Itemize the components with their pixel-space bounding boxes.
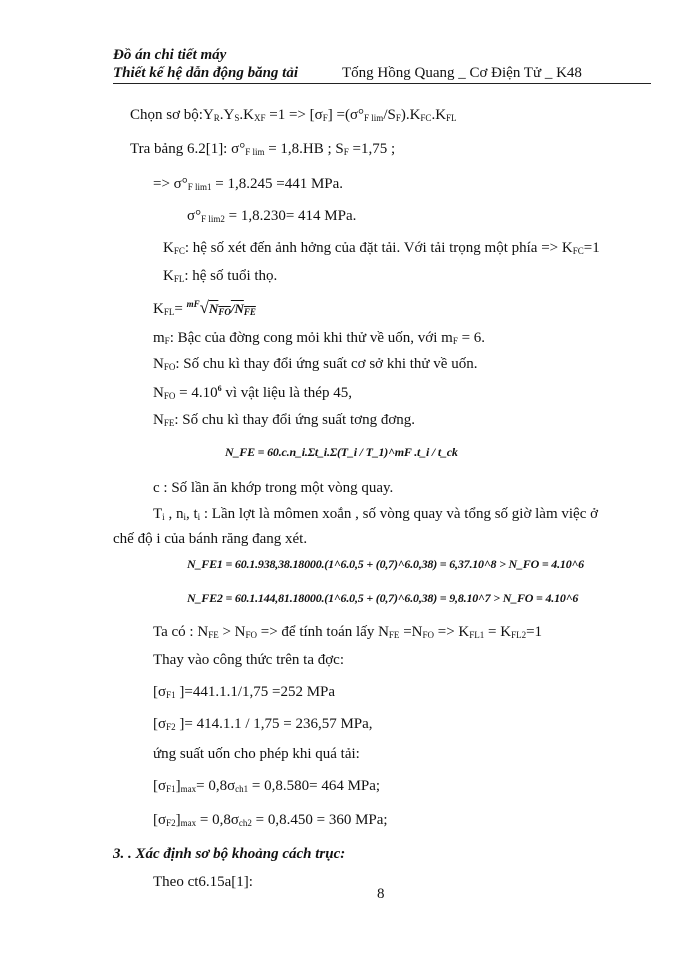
line-sigma-f1-max: $[\sigma_{F1}]_{max}= 0,8\sigma_{ch1} = 0,8.580= 464$ MPa; xyxy=(153,778,381,794)
line-sigma-f2-max: $[\sigma_{F2}]_{max} = 0,8\sigma_{ch2} = 0,8.450 = 360$ MPa; xyxy=(153,812,388,828)
line-sigma-f2: [$\sigma_{F2}$ ]= 414.1.1 / 1,75 = 236,57 MPa, xyxy=(153,716,373,732)
line-kfl: $K_{FL}$: hệ số tuổi thọ. xyxy=(163,268,278,284)
line-sigma-flim1: => $\sigma^\circ_{F lim1} = 1,8.245 =441$ MPa. xyxy=(153,176,344,192)
line-choose-prelim: Chọn sơ $bộ:Y_R.Y_S.K_{XF} =1 => [\sigma_F] =(\sigma^\circ_{F lim}/S_F).K_{FC}.K_{FL}$ xyxy=(130,107,457,123)
doc-subtitle: Thiết kế hệ dẫn động băng tải xyxy=(113,65,299,81)
equation-nfe2: N_FE2 = 60.1.144,81.18000.(1^6.0,5 + (0,7)^6.0,38) = 9,8.10^7 > N_FO = 4.10^6 xyxy=(187,591,579,605)
line-sigma-flim2: $\sigma^\circ_{F lim2} = 1,8.230= 414$ MPa. xyxy=(187,208,357,224)
doc-author: Tống Hồng Quang _ Cơ Điện Tử _ K48 xyxy=(342,65,582,81)
line-nfo-value: $N_{FO} = 4.10^6$ vì vật liệu là thép 45, xyxy=(153,384,352,401)
line-c-def: c : Số lần ăn khớp trong một vòng quay. xyxy=(153,480,394,496)
line-overload: ứng suất uốn cho phép khi quá tải: xyxy=(153,746,360,762)
header-rule xyxy=(113,83,651,84)
equation-nfe: N_FE = 60.c.n_i.Σt_i.Σ(T_i / T_1)^mF .t_i / t_ck xyxy=(225,445,458,459)
line-nfe-def: $N_{FE}$: Số chu kì thay đổi ứng suất tơng đơng. xyxy=(153,412,416,428)
line-ti-ni-def: $T_i$ , $n_i$, $t_i$ : Lần lợt là mômen xoắn , số vòng quay và tổng số giờ làm việc ở xyxy=(153,506,599,522)
line-kfc: $K_{FC}$: hệ số xét đến ảnh hởng của đặt tải. Với tải trọng một phía => $K_{FC}=1$ xyxy=(163,240,600,256)
line-nfo-def: $N_{FO}$: Số chu kì thay đổi ứng suất cơ sở khi thử về uốn. xyxy=(153,356,478,372)
line-table-lookup: Tra bảng 6.2[1]: $\sigma^\circ_{F lim} = 1,8.HB$ ; $S_F =1,75$ ; xyxy=(130,141,396,157)
doc-title: Đồ án chi tiết máy xyxy=(113,47,227,63)
line-theo-ct: Theo ct6.15a[1]: xyxy=(153,874,253,890)
line-mode-i: chế độ i của bánh răng đang xét. xyxy=(113,531,308,547)
line-mf: $m_F$: Bậc của đờng cong mỏi khi thử về uốn, với $m_F = 6$. xyxy=(153,330,486,346)
line-substitute: Thay vào công thức trên ta đợc: xyxy=(153,652,344,668)
page-number: 8 xyxy=(377,886,385,902)
line-kfl-formula: $K_{FL}= ^{mF}√N_{FO}/N_{FE}$ xyxy=(153,298,256,317)
line-ta-co: Ta có : $N_{FE} > N_{FO}$ => để tính toán lấy $N_{FE} =N_{FO} => K_{FL1} = K_{FL2}=1$ xyxy=(153,624,543,640)
line-sigma-f1: [$\sigma_{F1}$ ]=441.1.1/1,75 =252 MPa xyxy=(153,684,336,700)
equation-nfe1: N_FE1 = 60.1.938,38.18000.(1^6.0,5 + (0,7)^6.0,38) = 6,37.10^8 > N_FO = 4.10^6 xyxy=(187,557,584,571)
section-heading-axis-distance: 3. . Xác định sơ bộ khoảng cách trục: xyxy=(113,846,346,862)
